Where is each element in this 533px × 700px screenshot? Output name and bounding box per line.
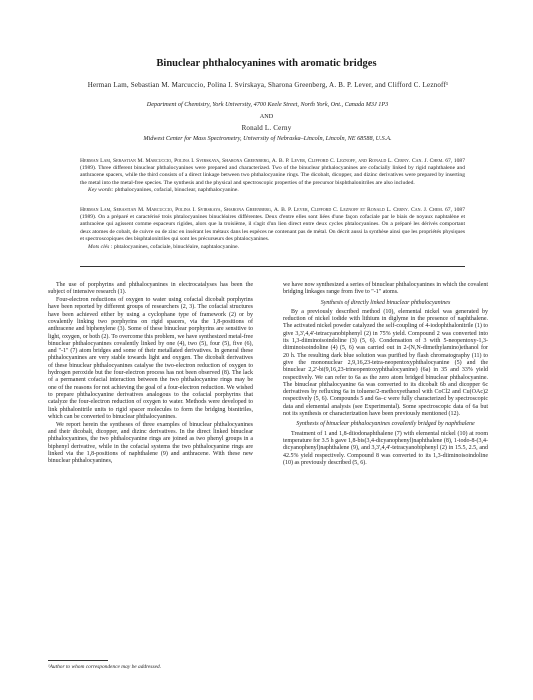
paragraph: The use of porphyrins and phthalocyanines in electrocatalyses has been the subject of intensive research (1). xyxy=(48,282,253,296)
right-column xyxy=(283,282,488,468)
keywords-en-label: Key words: xyxy=(88,187,114,194)
paragraph: Four-electron reductions of oxygen to water using cofacial dicobalt porphyrins have been reported by different groups of researchers (2, 3). The cofacial structures have been achieved either by using a cyclophane type of framework (2) or by covalently linking two porphyrins on rigid spacers, via the 1,8-positions of anthracene and biphenylene (3). Some of these binuclear porphyrins are sensitive to light, oxygen, or both (2). To overcome this problem, we have synthesized metal-free binuclear phthalocyanines covalently linked by one (4), two (5), four (5), five (6), and "-1" (7) atom bridges and some of their metallated derivatives. In general these phthalocyanines are very stable towards light and oxygen. The dicobalt derivatives of these binuclear phthalocyanines catalyse the two-electron reduction of oxygen to hydrogen peroxide but the four-electron process has not been observed (8). The lack of a permanent cofacial interaction between the two phthalocyanine rings may be one of the reasons for not achieving the goal of a four-electron reduction. We wished to prepare phthalocyanine derivatives analogous to the cofacial porphyrins that catalyze the four-electron reduction of oxygen to water. Methods were developed to link phthalonitrile units to rigid spacer molecules to form the bridging bisnitriles, which can be converted to binuclear phthalocyanines. xyxy=(48,297,253,420)
keywords-en: phthalocyanines, cofacial, binuclear, naphthalocyanine. xyxy=(114,187,239,194)
footnote: ¹Author to whom correspondence may be addressed. xyxy=(48,664,162,670)
authors: Herman Lam, Sebastian M. Marcuccio, Polina I. Svirskaya, Sharona Greenberg, A. B. P. Lever, and Clifford C. Leznoff¹ xyxy=(87,81,449,89)
abstract-english xyxy=(80,158,465,195)
section-heading: Synthesis of directly linked binuclear phthalocyanines xyxy=(320,299,451,306)
abstract-fr-text: On a préparé et caractérisé trois phtalocyanines binucléaires différentes. Deux d'entre elles sont liées d'une façon cofaciale par le biais de noyaux naphtalène et anthracène qui agissent comme espaceurs rigides, alors que la troisième, il s'agit d'un lien direct entre deux cycles phtalocyanines. On a préparé les dérivés comportant deux atomes de cobalt, de cuivre ou de zinc en insérant les métaux dans les espèces ne contenant pas de métal. On décrit aussi la synthèse ainsi que les propriétés physiques et spectroscopiques des bisphtalonitriles qui sont les précurseurs des phtalocyanines. xyxy=(80,214,465,242)
left-column xyxy=(48,282,253,466)
abstract-french xyxy=(80,207,465,251)
paragraph: we have now synthesized a series of binuclear phthalocyanines in which the covalent bridging linkages range from five to "-1" atoms. xyxy=(283,282,488,296)
keywords-fr: phtalocyanines, cofaciale, binucléaire, naphtalocyanine. xyxy=(113,243,239,250)
footnote-divider xyxy=(48,660,108,661)
author-cerny: Ronald L. Cerny xyxy=(241,124,292,132)
section-heading: Synthesis of binuclear phthalocyanines covalently bridged by naphthalene xyxy=(296,421,475,428)
abstract-en-text: Three different binuclear phthalocyanines were prepared and characterized. Two of the binuclear phthalocyanines are cofacially linked by rigid naphthalene and anthracene spacers, while the third consists of a direct linkage between two phthalocyanine rings. The dicobalt, dicopper, and dizinc derivatives were prepared by inserting the metal into the metal-free species. The synthesis and the physical and spectroscopic properties of the precursor bisphthalonitriles are also included. xyxy=(80,165,465,186)
paragraph: By a previously described method (10), elemental nickel was generated by reduction of nickel iodide with lithium in diglyme in the presence of naphthalene. The activated nickel powder catalyzed the self-coupling of 4-iodophthalonitrile (1) to give 3,3',4,4'-tetracyanobiphenyl (2) in 75% yield. Compound 2 was converted into its 1,3-diiminoisoindoline (3) (5, 6). Condensation of 3 with 5-neopentoxy-1,3-diiminoisoindoline (4) (5, 6) was carried out in 2-(N,N-dimethylamino)ethanol for 20 h. The resulting dark blue solution was purified by flash chromatography (11) to give the mononuclear 2,9,16,23-tetra-neopentoxyphthalocyanine (5) and the binuclear 2,2'-bi(9,16,23-trineopentoxyphthalocyanine) (6a) in 35 and 33% yield respectively. We can refer to 6a as the zero atom bridged binuclear phthalocyanine. The binuclear phthalocyanine 6a was converted to its dicobalt 6b and dicopper 6c derivatives by refluxing 6a in toluene/2-methoxyethanol with CoCl2 and Cu(OAc)2 respectively (5, 6). Compounds 5 and 6a–c were fully characterized by spectroscopic data and elemental analysis (see Experimental). Some spectroscopic data of 6a but not its synthesis or characterization have been previously mentioned (12). xyxy=(283,308,488,418)
affiliation-york: Department of Chemistry, York University, 4700 Keele Street, North York, Ont., Canada M3J 1P3 xyxy=(146,101,389,108)
keywords-fr-label: Mots clés : xyxy=(88,243,113,250)
paragraph: We report herein the syntheses of three examples of binuclear phthalocyanines and their dicobalt, dicopper, and dizinc derivatives. In the direct linked binuclear phthalocyanines, the two phthalocyanine rings are joined as two phenyl groups in a biphenyl derivative, while in the cofacial systems the two phthalocyanine rings are linked via the 1,8-positions of naphthalene (9) and anthracene. With these new binuclear phthalocyanines, xyxy=(48,421,253,465)
abstract-divider xyxy=(80,266,465,267)
and-separator: AND xyxy=(259,113,274,120)
abstract-fr-citation: Herman Lam, Sebastian M. Marcuccio, Polina I. Svirskaya, Sharona Greenberg, A. B. P. Lever, Clifford C. Leznoff et Ronald L. Cerny. Can. J. Chem. 67, 1087 (1989). xyxy=(80,207,465,221)
affiliation-nebraska: Midwest Center for Mass Spectrometry, University of Nebraska–Lincoln, Lincoln, NE 68588, U.S.A. xyxy=(143,135,392,142)
paper-title: Binuclear phthalocyanines with aromatic bridges xyxy=(156,58,377,69)
abstract-en-citation: Herman Lam, Sebastian M. Marcuccio, Polina I. Svirskaya, Sharona Greenberg, A. B. P. Lever, Clifford C. Leznoff, and Ronald L. Cerny. Can. J. Chem. 67, 1087 (1989). xyxy=(80,158,465,172)
paragraph: Treatment of 1 and 1,8-diiodonaphthalene (7) with elemental nickel (10) at room temperature for 3.5 h gave 1,8-bis(3,4-dicyanophenyl)naphthalene (8), 1-iodo-8-(3,4-dicyanophenyl)naphthalene (9), and 3,3',4,4'-tetracyanobiphenyl (2) in 15.5, 2.5, and 42.5% yield respectively. Compound 8 was converted to its 1,3-diiminoisoindoline (10) as previously described (5, 6). xyxy=(283,430,488,466)
